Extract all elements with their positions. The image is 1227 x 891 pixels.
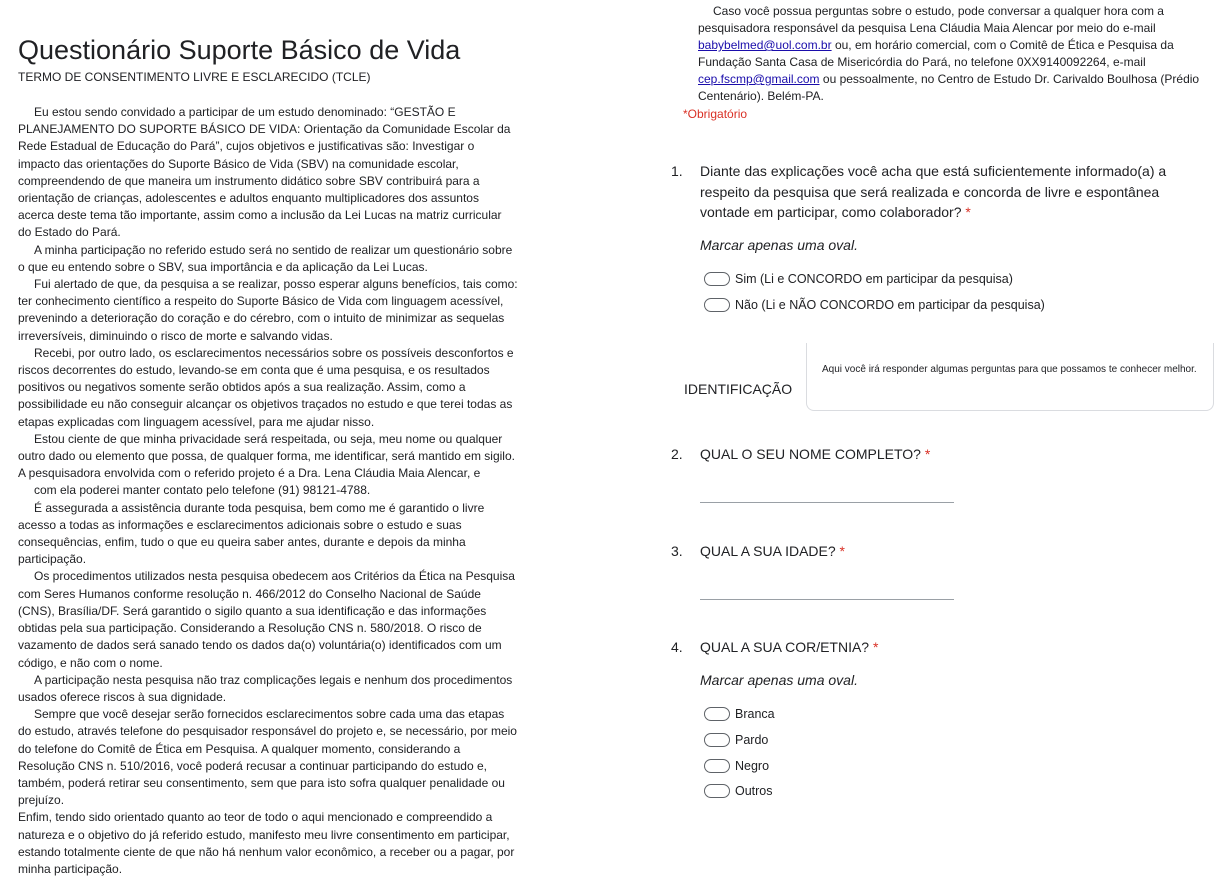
- question-3-label: QUAL A SUA IDADE?: [700, 543, 836, 559]
- radio-oval[interactable]: [704, 784, 730, 798]
- radio-oval[interactable]: [704, 272, 730, 286]
- contact-text: ou pessoalmente, no Centro de Estudo Dr. Carivaldo Boulhosa (Prédio Centenário). Belém-PA.: [698, 72, 1200, 103]
- consent-paragraph: Os procedimentos utilizados nesta pesquisa obedecem aos Critérios da Ética na Pesquisa com Seres Humanos conforme resolução n. 466/2012 do Conselho Nacional de Saúde (CNS), Brasília/DF. Será garantido o sigilo quanto a sua identificação e das informações obtidas pela sua participação. Considerando a Resolução CNS n. 580/2018. O risco de vazamento de dados será sanado tendo os dados da(o) voluntária(o) identificados com um código, e não com o nome.: [18, 569, 515, 670]
- consent-paragraph: Sempre que você desejar serão fornecidos esclarecimentos sobre cada uma das etapas do estudo, através telefone do pesquisador responsável do projeto e, se necessário, por meio do telefone do Comitê de Ética em Pesquisa. A qualquer momento, considerando a Resolução CNS n. 510/2016, você poderá recusar a continuar participando do estudo e, também, poderá retirar seu consentimento, sem que para isto sofra qualquer penalidade ou prejuízo.: [18, 707, 517, 808]
- question-1-label: Diante das explicações você acha que está suficientemente informado(a) a respeito da pesquisa que será realizada e concorda de livre e espontânea vontade em participar, como colaborador?: [700, 163, 1167, 220]
- contact-info: [698, 3, 1210, 105]
- question-4-number: 4.: [671, 639, 683, 655]
- option-label: Branca: [735, 707, 775, 721]
- question-2-text: [700, 444, 1190, 465]
- consent-paragraph: Enfim, tendo sido orientado quanto ao teor de todo o aqui mencionado e compreendido a natureza e o objetivo do já referido estudo, manifesto meu livre consentimento em participar, estando totalmente ciente de que não há nenhum valor econômico, a receber ou a pagar, por minha participação.: [18, 810, 515, 876]
- question-4-option-pardo[interactable]: [704, 732, 768, 748]
- question-1-option-no[interactable]: [704, 297, 1045, 313]
- question-1-option-yes[interactable]: [704, 271, 1013, 287]
- ethics-email-link[interactable]: cep.fscmp@gmail.com: [698, 72, 820, 86]
- section-description-box: [806, 343, 1214, 411]
- question-3-number: 3.: [671, 543, 683, 559]
- required-mark: *: [965, 204, 971, 220]
- option-label: Pardo: [735, 733, 769, 747]
- required-note: *Obrigatório: [683, 107, 748, 121]
- question-1-hint: Marcar apenas uma oval.: [700, 237, 858, 253]
- question-4-option-branca[interactable]: [704, 706, 775, 722]
- radio-oval[interactable]: [704, 759, 730, 773]
- contact-paragraph: [698, 3, 1210, 105]
- question-2-number: 2.: [671, 446, 683, 462]
- required-mark: *: [924, 446, 931, 462]
- question-4-option-outros[interactable]: [704, 783, 773, 799]
- question-1-number: 1.: [671, 163, 683, 179]
- option-label: Não (Li e NÃO CONCORDO em participar da pesquisa): [735, 298, 1045, 312]
- required-mark: *: [839, 543, 845, 559]
- contact-text: Caso você possua perguntas sobre o estudo, pode conversar a qualquer hora com a pesquisadora responsável da pesquisa Lena Cláudia Maia Alencar por meio do e-mail: [698, 4, 1164, 35]
- full-name-input[interactable]: [700, 502, 954, 503]
- section-title: IDENTIFICAÇÃO: [684, 381, 793, 397]
- consent-paragraph: A pesquisadora envolvida com o referido projeto é a Dra. Lena Cláudia Maia Alencar, e: [18, 466, 481, 481]
- radio-oval[interactable]: [704, 707, 730, 721]
- consent-paragraph: A participação nesta pesquisa não traz complicações legais e nenhum dos procedimentos usados oferece riscos à sua dignidade.: [18, 672, 513, 704]
- form-title: Questionário Suporte Básico de Vida: [18, 35, 461, 65]
- question-4-hint: Marcar apenas uma oval.: [700, 672, 858, 688]
- question-1-text: [700, 161, 1190, 223]
- section-description: Aqui você irá responder algumas perguntas para que possamos te conhecer melhor.: [822, 364, 1197, 375]
- contact-text: ou, em horário comercial, com o Comitê de Ética e Pesquisa da Fundação Santa Casa de Misericórdia do Pará, no telefone 0XX9140092264, e-mail: [698, 38, 1174, 69]
- consent-paragraph: Fui alertado de que, da pesquisa a se realizar, posso esperar alguns benefícios, tais como: ter conhecimento científico a respeito do Suporte Básico de Vida com linguagem acessível, prevenindo a deterioração do coração e do cérebro, com o intuito de minimizar as sequelas irreversíveis, diminuindo o risco de morte e salvando vidas.: [18, 277, 518, 343]
- radio-oval[interactable]: [704, 733, 730, 747]
- question-4-label: QUAL A SUA COR/ETNIA?: [700, 639, 870, 655]
- consent-paragraph: Eu estou sendo convidado a participar de um estudo denominado: “GESTÃO E PLANEJAMENTO DO SUPORTE BÁSICO DE VIDA: Orientação da Comunidade Escolar da Rede Estadual de Educação do Pará”, cujos objetivos e justificativas são: Investigar o impacto das orientações do Suporte Básico de Vida (SBV) na comunidade escolar, compreendendo de que maneira um instrumento didático sobre SBV contribuirá para a orientação de crianças, adolescentes e adultos enquanto multiplicadores dos assuntos acerca deste tema tão importante, assim como a inclusão da Lei Lucas na matriz curricular do Estado do Pará.: [18, 105, 511, 240]
- consent-paragraph: É assegurada a assistência durante toda pesquisa, bem como me é garantido o livre acesso a todas as informações e esclarecimentos adicionais sobre o estudo e suas consequências, enfim, tudo o que eu queira saber antes, durante e depois da minha participação.: [18, 500, 485, 567]
- consent-paragraph: Estou ciente de que minha privacidade será respeitada, ou seja, meu nome ou qualquer outro dado ou elemento que possa, de qualquer forma, me identificar, será mantido em sigilo.: [18, 431, 515, 464]
- question-3-text: [700, 541, 1190, 562]
- consent-text: [18, 104, 518, 878]
- consent-paragraph: Recebi, por outro lado, os esclarecimentos necessários sobre os possíveis desconfortos e riscos decorrentes do estudo, levando-se em conta que é uma pesquisa, e os resultados positivos ou negativos somente serão obtidos após a sua realização. Assim, como a possibilidade eu não conseguir alcançar os objetivos traçados no estudo e que terei todas as etapas explicadas com linguagem acessível, para me ajudar nisso.: [18, 345, 514, 429]
- required-mark: *: [872, 639, 879, 655]
- option-label: Outros: [735, 784, 773, 798]
- researcher-email-link[interactable]: babybelmed@uol.com.br: [698, 38, 832, 52]
- consent-column: [18, 32, 518, 878]
- question-2-label: QUAL O SEU NOME COMPLETO?: [700, 446, 921, 462]
- consent-paragraph: A minha participação no referido estudo será no sentido de realizar um questionário sobre o que eu entendo sobre o SBV, sua importância e da aplicação da Lei Lucas.: [18, 242, 513, 274]
- age-input[interactable]: [700, 599, 954, 600]
- question-4-text: [700, 637, 1190, 658]
- option-label: Negro: [735, 759, 770, 773]
- question-4-option-negro[interactable]: [704, 758, 769, 774]
- form-subtitle: TERMO DE CONSENTIMENTO LIVRE E ESCLARECIDO (TCLE): [18, 70, 371, 84]
- consent-paragraph: com ela poderei manter contato pelo telefone (91) 98121-4788.: [34, 483, 371, 498]
- radio-oval[interactable]: [704, 298, 730, 312]
- option-label: Sim (Li e CONCORDO em participar da pesquisa): [735, 272, 1013, 286]
